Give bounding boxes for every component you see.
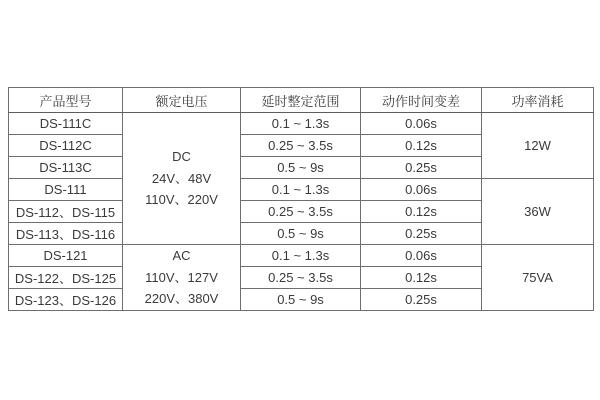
col-header-power: 功率消耗 — [482, 88, 594, 113]
col-header-rated-voltage: 额定电压 — [123, 88, 241, 113]
col-header-product-model: 产品型号 — [9, 88, 123, 113]
delay-range-cell: 0.25 ~ 3.5s — [241, 201, 361, 223]
col-header-time-variation: 动作时间变差 — [361, 88, 482, 113]
delay-range-cell: 0.25 ~ 3.5s — [241, 267, 361, 289]
voltage-cell-dc — [123, 113, 241, 245]
table-row — [9, 113, 594, 135]
col-header-delay-range: 延时整定范围 — [241, 88, 361, 113]
delay-range-cell: 0.1 ~ 1.3s — [241, 113, 361, 135]
model-cell: DS-112、DS-115 — [9, 201, 123, 223]
voltage-line: DC — [172, 149, 191, 165]
power-cell: 36W — [482, 179, 594, 245]
delay-range-cell: 0.25 ~ 3.5s — [241, 135, 361, 157]
variation-cell: 0.06s — [361, 113, 482, 135]
table-row — [9, 245, 594, 267]
model-cell: DS-111 — [9, 179, 123, 201]
power-cell: 12W — [482, 113, 594, 179]
variation-cell: 0.25s — [361, 157, 482, 179]
product-spec-table — [8, 87, 594, 311]
delay-range-cell: 0.5 ~ 9s — [241, 157, 361, 179]
variation-cell: 0.25s — [361, 289, 482, 311]
delay-range-cell: 0.1 ~ 1.3s — [241, 245, 361, 267]
voltage-line: 110V、127V — [145, 269, 218, 285]
model-cell: DS-123、DS-126 — [9, 289, 123, 311]
voltage-line: 24V、48V — [151, 170, 212, 186]
model-cell: DS-112C — [9, 135, 123, 157]
voltage-line: AC — [172, 248, 191, 264]
voltage-line: 110V、220V — [145, 192, 218, 208]
power-cell: 75VA — [482, 245, 594, 311]
delay-range-cell: 0.1 ~ 1.3s — [241, 179, 361, 201]
voltage-line: 220V、380V — [144, 291, 219, 307]
voltage-cell-ac — [123, 245, 241, 311]
model-cell: DS-122、DS-125 — [9, 267, 123, 289]
delay-range-cell: 0.5 ~ 9s — [241, 289, 361, 311]
variation-cell: 0.06s — [361, 179, 482, 201]
variation-cell: 0.06s — [361, 245, 482, 267]
model-cell: DS-121 — [9, 245, 123, 267]
table-row — [9, 179, 594, 201]
delay-range-cell: 0.5 ~ 9s — [241, 223, 361, 245]
variation-cell: 0.12s — [361, 135, 482, 157]
variation-cell: 0.12s — [361, 267, 482, 289]
model-cell: DS-113C — [9, 157, 123, 179]
variation-cell: 0.25s — [361, 223, 482, 245]
model-cell: DS-113、DS-116 — [9, 223, 123, 245]
table-header-row — [9, 88, 594, 113]
variation-cell: 0.12s — [361, 201, 482, 223]
model-cell: DS-111C — [9, 113, 123, 135]
